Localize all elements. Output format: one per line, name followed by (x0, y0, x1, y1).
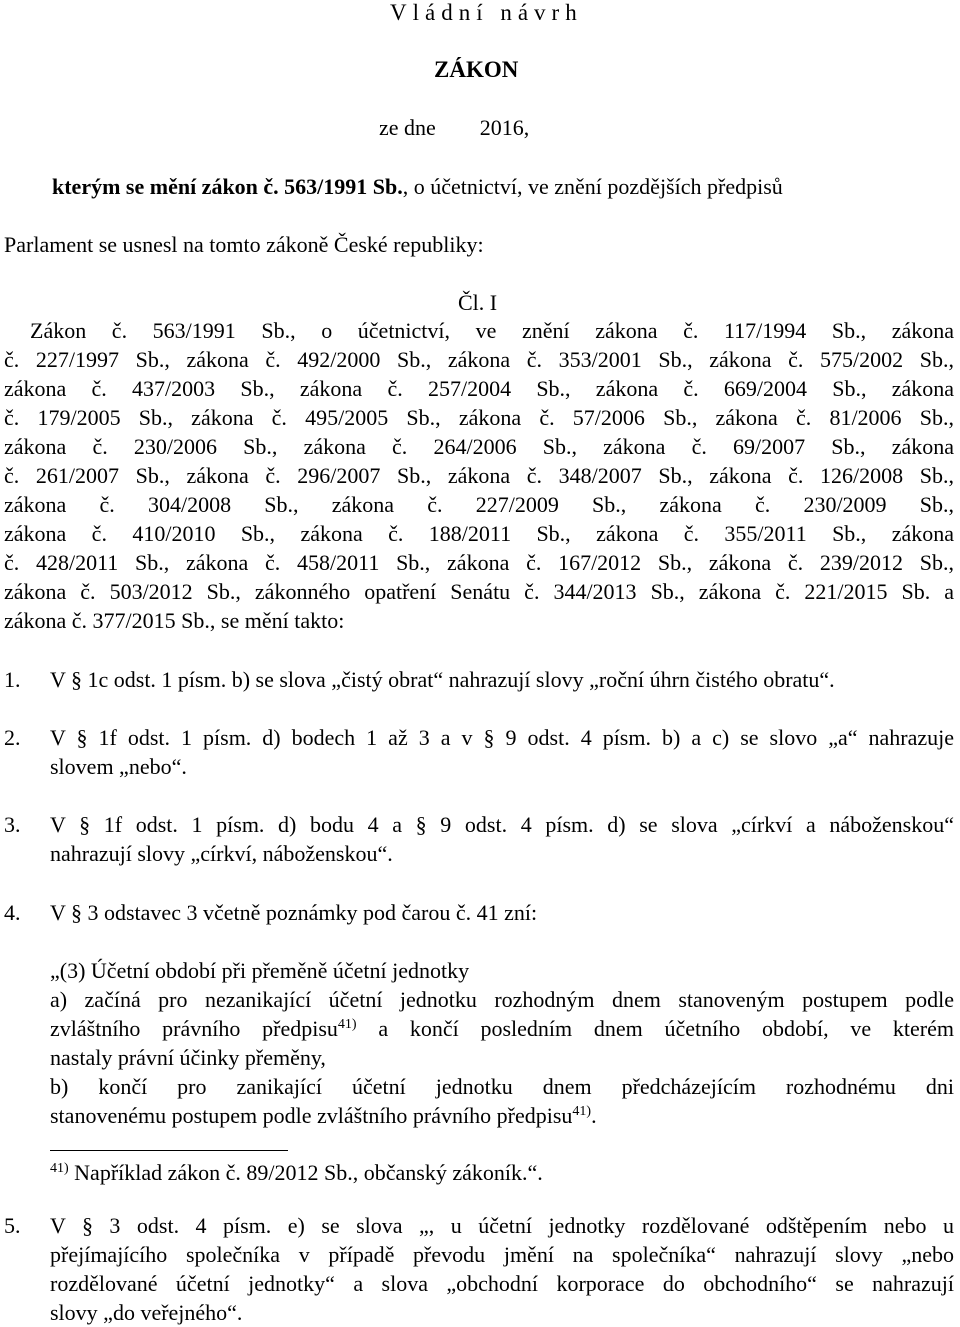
footnote (50, 1160, 543, 1186)
intro-line: zákona č. 230/2006 Sb., zákona č. 264/2006 Sb., zákona č. 69/2007 Sb., zákona (4, 434, 954, 459)
item-line: V § 3 odst. 4 písm. e) se slova „, u účetní jednotky rozdělované odštěpením nebo u (50, 1213, 954, 1238)
footnote-mark: 41) (50, 1161, 69, 1176)
item-number: 5. (4, 1213, 21, 1238)
item-line: nahrazují slovy „církví, náboženskou“. (50, 841, 393, 866)
intro-line: zákona č. 304/2008 Sb., zákona č. 227/2009 Sb., zákona č. 230/2009 Sb., (4, 492, 954, 517)
intro-line: č. 179/2005 Sb., zákona č. 495/2005 Sb., zákona č. 57/2006 Sb., zákona č. 81/2006 Sb., (4, 405, 954, 430)
document-type: Vládní návrh (390, 0, 583, 25)
item-line: rozdělované účetní jednotky“ a slova „obchodní korporace do obchodního“ se nahrazují (50, 1271, 954, 1296)
footnote-reference: 41) (337, 1017, 357, 1032)
footnote-reference: 41) (572, 1104, 592, 1119)
item-number: 3. (4, 812, 21, 837)
intro-line: zákona č. 377/2015 Sb., se mění takto: (4, 608, 345, 633)
intro-line: zákona č. 437/2003 Sb., zákona č. 257/2004 Sb., zákona č. 669/2004 Sb., zákona (4, 376, 954, 401)
footnote-text: Například zákon č. 89/2012 Sb., občanský zákoník.“. (68, 1160, 543, 1185)
quoted-line: a) začíná pro nezanikající účetní jednotku rozhodným dnem stanoveným postupem podle (50, 987, 954, 1012)
quoted-heading: „(3) Účetní období při přeměně účetní jednotky (50, 958, 470, 983)
quoted-line: b) končí pro zanikající účetní jednotku dnem předcházejícím rozhodnému dni (50, 1074, 954, 1099)
intro-line: zákona č. 503/2012 Sb., zákonného opatření Senátu č. 344/2013 Sb., zákona č. 221/2015 Sb. a (4, 579, 954, 604)
quoted-text: stanovenému postupem podle zvláštního právního předpisu (50, 1103, 573, 1128)
item-line: slovem „nebo“. (50, 754, 187, 779)
law-subtitle (52, 174, 783, 200)
item-line: slovy „do veřejného“. (50, 1300, 243, 1325)
intro-line: zákona č. 410/2010 Sb., zákona č. 188/2011 Sb., zákona č. 355/2011 Sb., zákona (4, 521, 954, 546)
intro-line: č. 261/2007 Sb., zákona č. 296/2007 Sb., zákona č. 348/2007 Sb., zákona č. 126/2008 Sb., (4, 463, 954, 488)
law-title: ZÁKON (434, 57, 519, 82)
quoted-line: nastaly právní účinky přeměny, (50, 1045, 326, 1070)
date-line: ze dne 2016, (379, 115, 530, 140)
intro-line: č. 428/2011 Sb., zákona č. 458/2011 Sb., zákona č. 167/2012 Sb., zákona č. 239/2012 Sb., (4, 550, 954, 575)
quoted-line (50, 1103, 597, 1129)
subtitle-rest: , o účetnictví, ve znění pozdějších předpisů (402, 174, 783, 199)
item-line: V § 1f odst. 1 písm. d) bodech 1 až 3 a v § 9 odst. 4 písm. b) a c) se slovo „a“ nahrazuje (50, 725, 954, 750)
article-heading: Čl. I (458, 290, 498, 315)
subtitle-bold-part: kterým se mění zákon č. 563/1991 Sb. (52, 174, 403, 199)
quoted-line (50, 1016, 954, 1042)
quoted-text: zvláštního právního předpisu (50, 1016, 338, 1041)
quoted-text: a končí posledním dnem účetního období, ve kterém (356, 1016, 954, 1041)
preamble: Parlament se usnesl na tomto zákoně České republiky: (4, 232, 484, 257)
item-number: 2. (4, 725, 21, 750)
item-line: V § 1f odst. 1 písm. d) bodu 4 a § 9 odst. 4 písm. d) se slova „církví a náboženskou“ (50, 812, 954, 837)
item-number: 1. (4, 667, 21, 692)
item-line: V § 1c odst. 1 písm. b) se slova „čistý obrat“ nahrazují slovy „roční úhrn čistého obratu“. (50, 667, 835, 692)
intro-line: Zákon č. 563/1991 Sb., o účetnictví, ve znění zákona č. 117/1994 Sb., zákona (30, 318, 954, 343)
item-number: 4. (4, 900, 21, 925)
quoted-text: . (591, 1103, 597, 1128)
footnote-separator (50, 1150, 288, 1151)
item-line: přejímajícího společníka v případě převodu jmění na společníka“ nahrazují slovy „nebo (50, 1242, 954, 1267)
intro-line: č. 227/1997 Sb., zákona č. 492/2000 Sb., zákona č. 353/2001 Sb., zákona č. 575/2002 Sb., (4, 347, 954, 372)
item-line: V § 3 odstavec 3 včetně poznámky pod čarou č. 41 zní: (50, 900, 538, 925)
